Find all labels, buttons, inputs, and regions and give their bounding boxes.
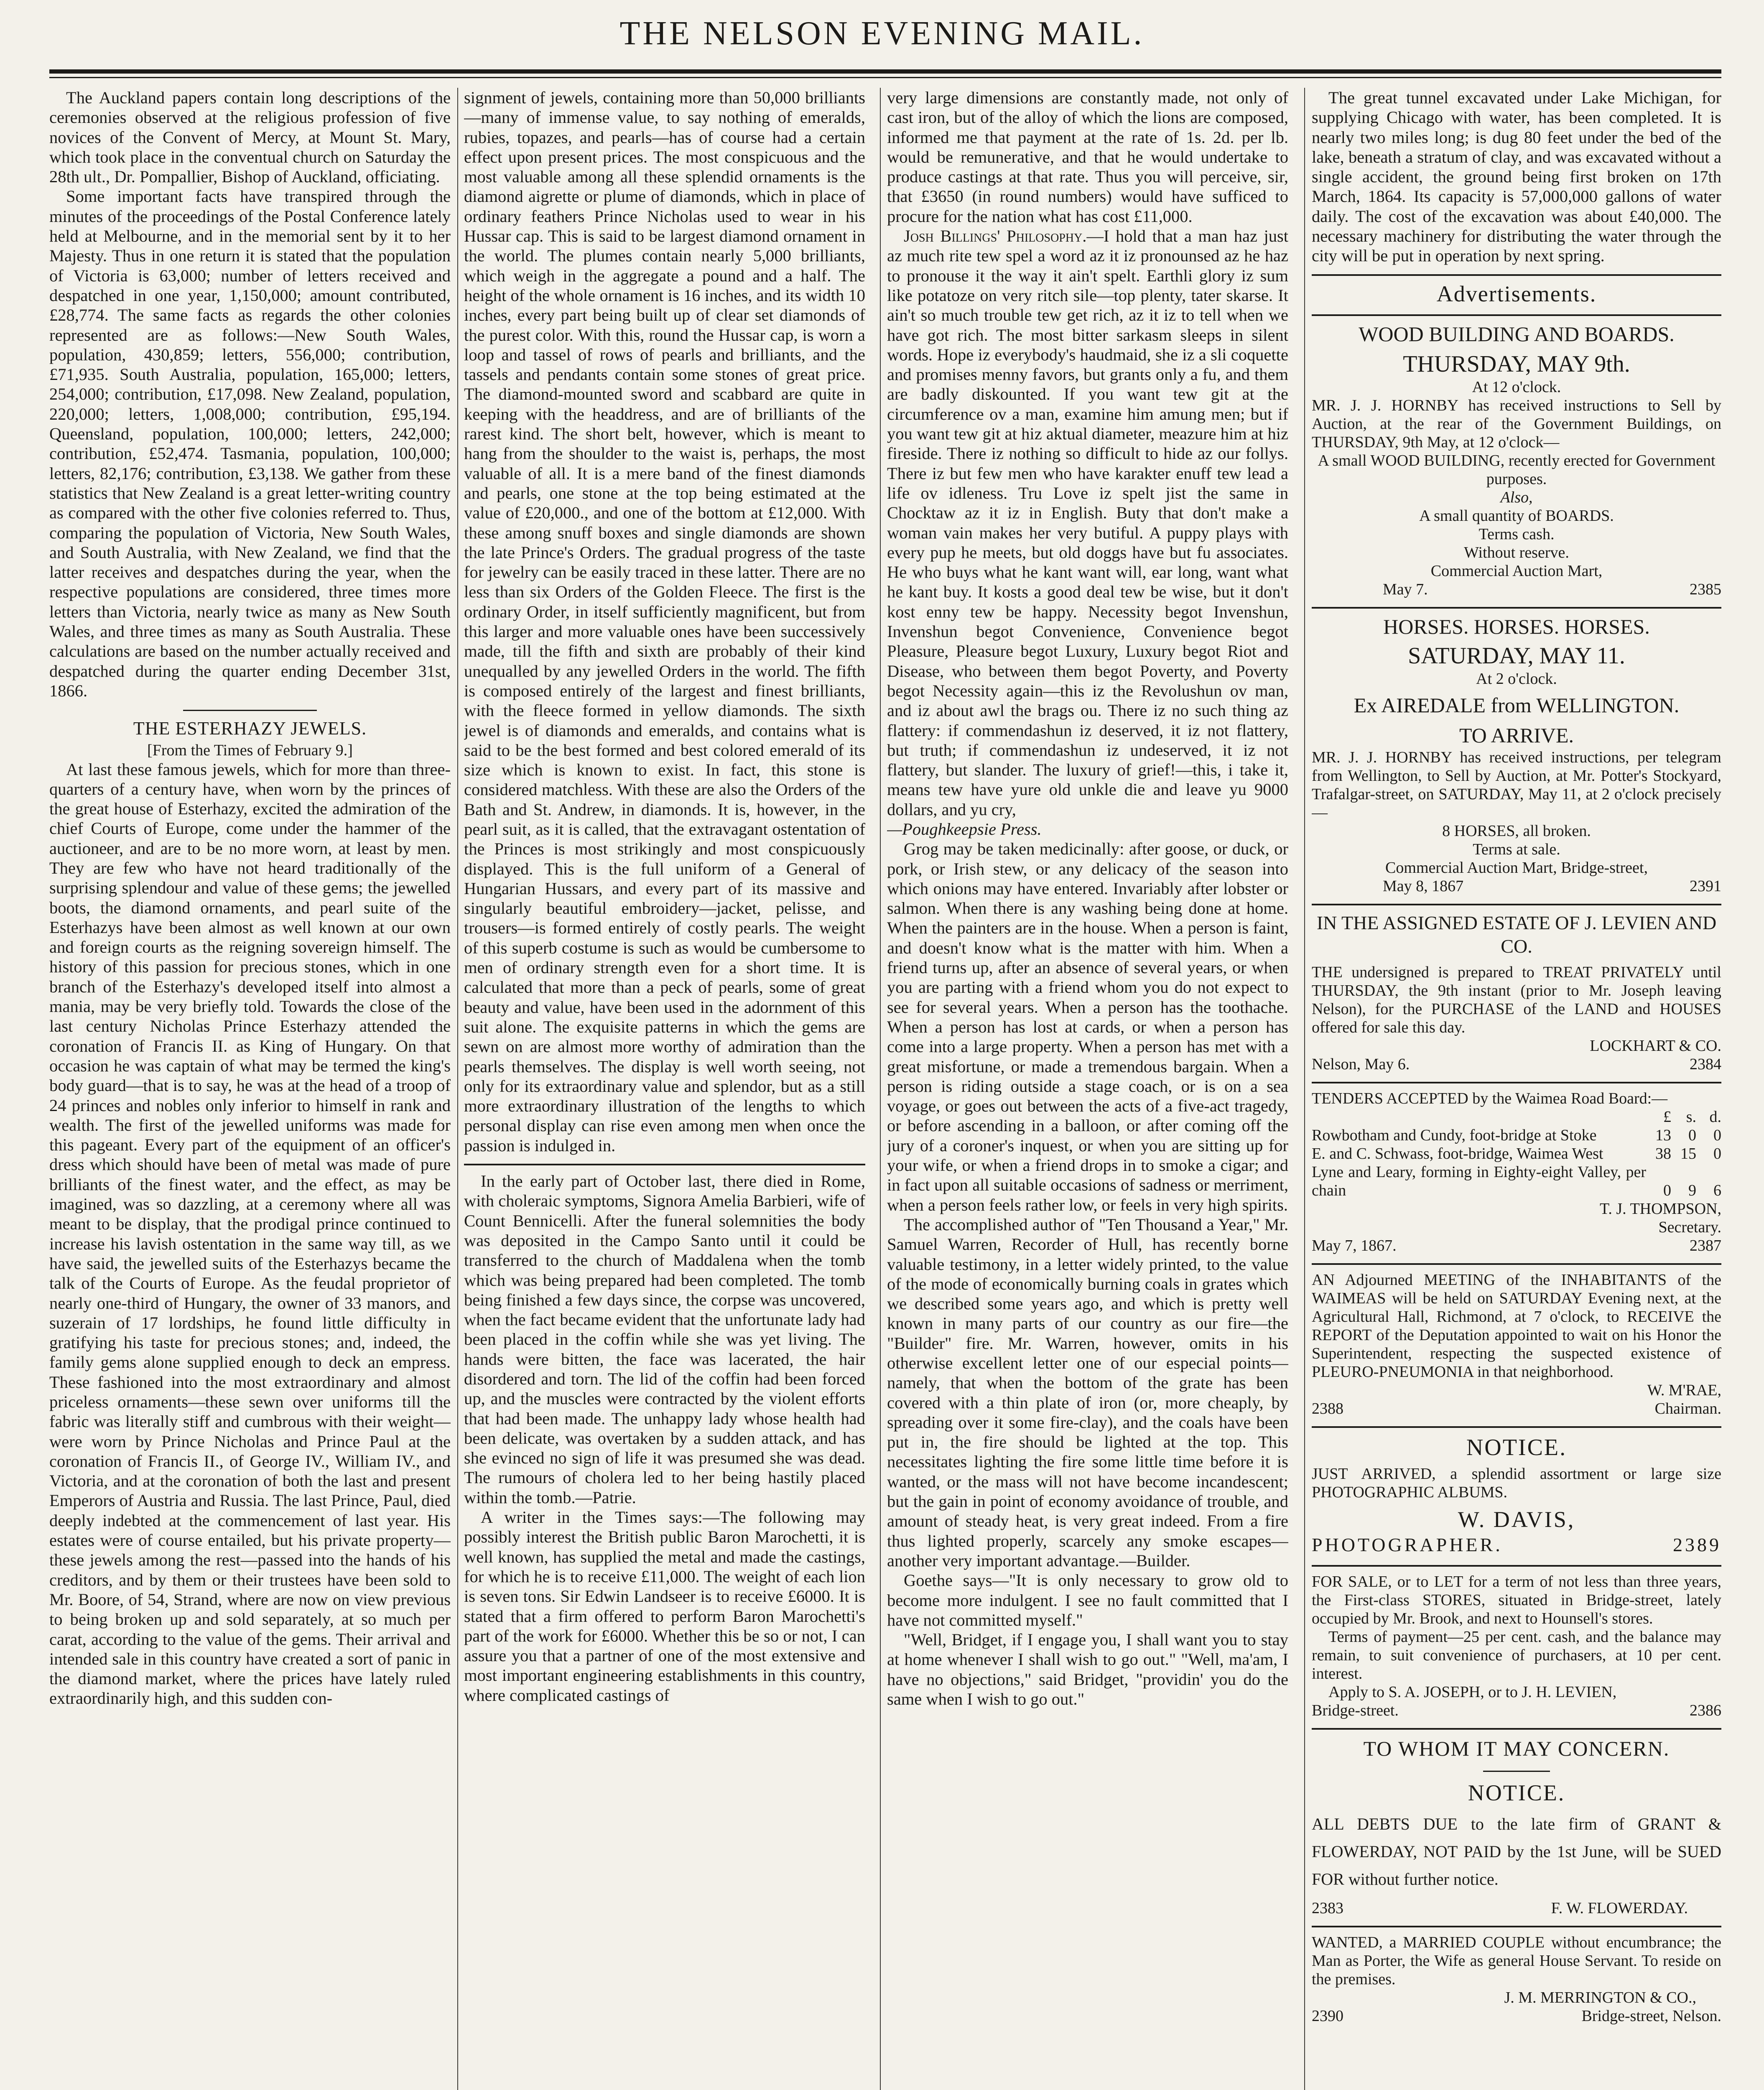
esterhazy-heading: THE ESTERHAZY JEWELS. — [133, 718, 367, 739]
ad-divider-short — [1483, 1771, 1550, 1772]
ad-role: Chairman. — [1654, 1399, 1721, 1417]
ad-terms: Terms of payment—25 per cent. cash, and the balance may remain, to suit convenience of purchasers, at 10 per cent. interest. — [1312, 1628, 1721, 1682]
ad-divider — [1312, 904, 1721, 905]
ad-ex: Ex AIREDALE from WELLINGTON. — [1354, 693, 1680, 717]
article-postal-conference: Some important facts have transpired through the minutes of the proceedings of the Postal Conference lately held at Melbourne, and in the memorial sent by it to her Majesty. Thus in one return it is stated that the population of Victoria is 63,000; number of letters received and despatched in one year, 1,150,000; amount contributed, £28,774. The same facts as regards the other colonies represented are as follows:—New South Wales, population, 430,859; letters, 556,000; contribution, £71,935. South Australia, population, 165,000; letters, 254,000; contribution, £17,098. New Zealand, population, 220,000; letters, 1,008,000; contribution, £95,194. Queensland, population, 100,000; letters, 242,000; contribution, £52,474. Tasmania, population, 100,000; letters, 82,176; contribution, £3,138. We gather from these statistics that New Zealand is a great letter-writing country as compared with the other five colonies referred to. Thus, comparing the population of Victoria, New South Wales, and South Australia, with New Zealand, we find that the latter receives and despatches during the year, when the respective populations are considered, three times more letters than Victoria, nearly twice as many as New South Wales, and three times as many as South Australia. These calculations are based on the number actually received and despatched during the quarter ending December 31st, 1866. — [49, 187, 451, 700]
tender-pounds: 13 — [1655, 1126, 1671, 1144]
article-grog: Grog may be taken medicinally: after goose, or duck, or pork, or Irish stew, or any delicacy of the season into which onions may have entered. Invariably after lobster or salmon. When there is any washing being done at home. When the painters are in the house. When a person is faint, and doesn't know what is the matter with him. When a friend turns up, after an absence of several years, or when you are parting with a friend whom you do not expect to see for several years. When a person has the toothache. When a person has lost at cards, or when a person has come into a large property. When a person has met with a great misfortune, or made a tremendous bargain. When a person is riding outside a stage coach, or is on a sea voyage, or goes out between the acts of a five-act tragedy, or before ascending in a balloon, or after coming off the jury of a coroner's inquest, or when you are sitting up for your wife, or when a friend drops in to smoke a cigar; and in fact upon all suitable occasions of sadness or merriment, when a person feels rather low, or feels in very high spirits. — [887, 839, 1288, 1214]
article-bridget: "Well, Bridget, if I engage you, I shall want you to stay at home whenever I shall wish to go out." "Well, ma'am, I have no objections," said Bridget, "providin' you do the same when I wish to go out." — [887, 1630, 1288, 1709]
ad-place: Nelson, May 6. — [1312, 1055, 1410, 1073]
ad-number: 2391 — [1690, 877, 1721, 895]
tender-pence: 0 — [1713, 1144, 1721, 1162]
ad-stores-for-sale — [1312, 1573, 1721, 1720]
ad-title: TO WHOM IT MAY CONCERN. — [1363, 1736, 1670, 1760]
ad-signature: W. M'RAE, — [1647, 1381, 1721, 1399]
ad-reserve: Without reserve. — [1464, 543, 1569, 561]
article-josh-billings — [887, 226, 1288, 819]
ad-number: 2384 — [1690, 1055, 1721, 1073]
ad-apply: Apply to S. A. JOSEPH, or to J. H. LEVIEN, — [1328, 1683, 1617, 1701]
ad-date: SATURDAY, MAY 11. — [1408, 642, 1625, 669]
ad-divider — [1312, 607, 1721, 609]
article-buried-alive: In the early part of October last, there died in Rome, with choleraic symptoms, Signora Amelia Barbieri, wife of Count Bennicelli. After the funeral solemnities the body was deposited in the Campo Santo until it could be transferred to the church of Maddalena when the tomb which was being prepared had been completed. The tomb being finished a few days since, the corpse was uncovered, when the fact became evident that the unfortunate lady had been placed in the coffin while she was yet living. The hands were bitten, the face was lacerated, the hair disordered and torn. The lid of the coffin had been forced up, and the muscles were contracted by the violent efforts that had been made. The unhappy lady whose health had been delicate, was overtaken by a sudden attack, and has she evinced no sign of life it was presumed she was dead. The rumours of cholera led to her being hastily placed within the tomb.—Patrie. — [464, 1172, 865, 1507]
ad-number: 2390 — [1312, 2007, 1343, 2025]
ad-married-couple-wanted — [1312, 1933, 1721, 2025]
article-esterhazy-continued: signment of jewels, containing more than 50,000 brilliants—many of immense value, to say nothing of emeralds, rubies, topazes, and pearls—has of course had a certain effect upon present prices. The most conspicuous and the most valuable among all these splendid ornaments is the diamond aigrette or plume of diamonds, which in place of ordinary feathers Prince Nicholas used to wear in his Hussar cap. This is said to be largest diamond ornament in the world. The plumes contain nearly 5,000 brilliants, which weigh in the aggregate a pound and a half. The height of the whole ornament is 16 inches, and its width 10 inches, every part being built up of clear set diamonds of the purest color. With this, round the Hussar cap, is worn a loop and tassel of rows of pearls and brilliants, and the tassels and pendants contain some stones of great price. The diamond-mounted sword and scabbard are quite in keeping with the headdress, and are of brilliants of the rarest kind. The short belt, however, which is meant to hang from the shoulder to the waist is, perhaps, the most valuable of all. It is a mere band of the finest diamonds and pearls, one stone at the top being estimated at the value of £20,000., and one of the bottom at £12,000. With these among snuff boxes and single diamonds are shown the late Prince's Orders. The gradual progress of the taste for jewelry can be easily traced in these latter. There are no less than six Orders of the Golden Fleece. The first is the ordinary Order, in itself sufficiently magnificent, but from this larger and more valuable ones have been successively made, till the fifth and sixth are probably of their kind unequalled by any jewelled Orders in the world. The fifth is composed entirely of the largest and finest brilliants, with the fleece formed in yellow diamonds. The sixth jewel is of diamonds and emeralds, and contains what is said to be the best formed and best colored emerald of its size which is known to exist. In fact, this stone is considered matchless. With these are also the Orders of the Bath and St. Andrew, in diamonds. It is, however, in the pearl suit, as it is called, that the extravagant ostentation of the Princes is most strikingly and most conspicuously displayed. This is the full uniform of a General of Hungarian Hussars, and every part of its massive and singularly beautiful embroidery—jacket, pelisse, and trousers—is formed entirely of costly pearls. The weight of this superb costume is such as would be cumbersome to men of ordinary strength even for a short time. It is calculated that more than a peck of pearls, some of great beauty and value, have been used in the adornment of this suit alone. The exquisite patterns in which the gems are sewn on are almost more worthy of admiration than the pearls themselves. The display is well worth seeing, not only for its extraordinary value and splendor, but as a still more extraordinary illustration of the lengths to which personal display can rise even among men when once the passion is indulged in. — [464, 88, 865, 1155]
ad-number: 2383 — [1312, 1899, 1343, 1917]
column-divider — [457, 88, 458, 2090]
article-chicago-tunnel: The great tunnel excavated under Lake Michigan, for supplying Chicago with water, has been completed. It is nearly two miles long; is dug 80 feet under the bed of the lake, beneath a stratum of clay, and was excavated without a single accident, the ground being first broken on 17th March, 1864. Its capacity is 57,000,000 gallons of water daily. The cost of the excavation was about £40,000. The necessary machinery for distributing the water through the city will be put in operation by next spring. — [1312, 88, 1721, 265]
ad-subtitle: NOTICE. — [1468, 1780, 1565, 1805]
ad-title: IN THE ASSIGNED ESTATE OF J. LEVIEN AND CO. — [1316, 912, 1717, 957]
ad-title: NOTICE. — [1466, 1434, 1567, 1460]
ad-divider — [1312, 1926, 1721, 1927]
billings-text: —I hold that a man haz just az much rite tew spel a word az it iz pronounsed az he haz to pronouse it the way it ain't spelt. Earthli glory iz sum like potatoze on very ritch sile—top plenty, tater skarse. It ain't so much trouble tew get rich, az it iz to tell when we have got rich. The most bitter sarkasm sleeps in silent words. Hope iz everybody's haudmaid, she iz a sli coquette and promises menny favors, but grants only a fu, and them are badly diskounted. If you want tew git at the circumference ov a man, examine him amung men; but if you want tew git at hiz aktual diameter, meazure him at hiz fireside. There iz nothing so difficult to hide az our follys. There iz but few men who have karakter enuff tew lead a life ov idleness. Tru Love iz spelt jist the same in Chocktaw az it iz in English. Buty that don't make a woman vain makes her very butiful. A puppy plays with every pup he meets, but old doggs have but fu associates. He who buys what he kant want will, ear long, want what he kant buy. It kosts a good deal tew be wise, but it don't kost enny tew be happy. Necessity begot Invenshun, Invenshun begot Convenience, Convenience begot Pleasure, Pleasure begot Luxury, Luxury begot Riot and Disease, who between them begot Poverty, and Poverty begot Necessity again—this iz the Revolushun ov man, and iz about awl the brags ou. There iz no such thing az flattery: if commendashun iz deserved, it iz not flattery, but truth; if commendashun iz undeserved, it iz not flattery, but slander. The luxury of grief!—this, i take it, means tew have yure old unkle die and leave yu 9000 dollars, and yu cry, — [887, 227, 1288, 819]
tender-pounds: 38 — [1655, 1144, 1671, 1162]
ad-signature: T. J. THOMPSON, — [1599, 1200, 1721, 1218]
currency-pence: d. — [1709, 1108, 1721, 1126]
article-convent-mercy: The Auckland papers contain long descriptions of the ceremonies observed at the religious profession of five novices of the Convent of Mercy, at Mount St. Mary, which took place in the conventual church on Saturday the 28th ult., Dr. Pompallier, Bishop of Auckland, officiating. — [49, 88, 451, 186]
tender-shillings: 15 — [1680, 1144, 1696, 1162]
ad-name: W. DAVIS, — [1458, 1506, 1575, 1532]
masthead-rule-thick — [49, 69, 1721, 74]
ad-also: Also, — [1500, 488, 1533, 506]
tenders-table — [1312, 1108, 1721, 1200]
column-2 — [464, 88, 865, 2090]
ad-item: A small WOOD BUILDING, recently erected for Government purposes. — [1318, 451, 1716, 488]
article-esterhazy-jewels: At last these famous jewels, which for more than three-quarters of a century have, when worn by the princes of the great house of Esterhazy, excited the admiration of the chief Courts of Europe, come under the hammer of the auctioneer, and are to be no more worn, at least by men. They are few who have not heard traditionally of the surprising splendour and value of these gems; the jewelled boots, the diamond ornaments, and pearl suite of the Esterhazys have been almost as well known at our own and foreign courts as the reigning sovereign himself. The history of this passion for precious stones, which in one branch of the Esterhazy's developed itself into almost a mania, may be very briefly told. Towards the close of the last century Nicholas Prince Esterhazy attended the coronation of Francis II. as King of Hungary. On that occasion he was captain of what may be termed the king's body guard—that is to say, he was at the head of a troop of 24 princes and nobles only inferior to himself in rank and wealth. The first of the jewelled uniforms was made for this pageant. Every part of the equipment of an officer's dress which should have been of metal was made of pure brilliants of the finest water, and the effect, as may be imagined, was so dazzling, at a ceremony where all was meant to be display, that the prodigal prince continued to increase his lavish ostentation in the same way till, as we have said, the jewelled suits of the Esterhazys became the talk of the Courts of Europe. As the feudal proprietor of nearly one-third of Hungary, the owner of 33 manors, and suzerain of 17 lordships, he found little difficulty in gratifying his taste for precious stones; and, indeed, the family gems alone supplied enough to deck an empress. These fashioned into the most extraordinary and almost priceless ornaments—these sewn over uniforms till the fabric was literally stiff and cumbrous with their weight—were worn by Prince Nicholas and Prince Paul at the coronation of Francis II., of George IV., William IV., and Victoria, and at the coronation of both the last and present Emperors of Austria and Russia. The last Prince, Paul, died deeply indebted at the commencement of last year. His estates were of course entailed, but his private property—these jewels among the rest—passed into the hands of his creditors, and by them or their trustees have been sold to Mr. Boore, of 54, Strand, where are now on view previous to being broken up and sold separately, at so much per carat, according to the value of the gems. Their arrival and intended sale in this country have created a sort of panic in the diamond market, where the prices have lately ruled extraordinarily high, and this sudden con- — [49, 760, 451, 1708]
table-row — [1312, 1163, 1721, 1200]
tenders-currency-row — [1312, 1108, 1721, 1126]
ad-terms: Terms at sale. — [1473, 840, 1560, 858]
ad-title: HORSES. HORSES. HORSES. — [1383, 614, 1650, 638]
esterhazy-source: [From the Times of February 9.] — [147, 741, 353, 759]
ad-flowerday-debts — [1312, 1736, 1721, 1917]
tender-text: Rowbotham and Cundy, foot-bridge at Stoke — [1312, 1126, 1597, 1144]
ad-role: Secretary. — [1658, 1218, 1721, 1236]
tender-text: E. and C. Schwass, foot-bridge, Waimea West — [1312, 1144, 1603, 1162]
billings-source: —Poughkeepsie Press. — [887, 819, 1042, 839]
ad-signature: J. M. MERRINGTON & CO., — [1504, 1988, 1696, 2006]
ad-number: 2387 — [1690, 1236, 1721, 1254]
ad-wood-building — [1312, 322, 1721, 599]
ad-body: THE undersigned is prepared to TREAT PRIVATELY until THURSDAY, the 9th instant (prior to Mr. Joseph leaving Nelson), for the PURCHASE of the LAND and HOUSES offered for sale this day. — [1312, 963, 1721, 1036]
ad-item: A small quantity of BOARDS. — [1419, 507, 1614, 525]
ad-divider — [1312, 1728, 1721, 1730]
ad-time: At 12 o'clock. — [1472, 378, 1561, 396]
article-divider — [464, 1164, 865, 1165]
ad-date: May 7, 1867. — [1312, 1236, 1397, 1254]
masthead-rule-thin — [49, 77, 1721, 78]
ad-divider — [1312, 1263, 1721, 1265]
article-divider — [183, 710, 317, 711]
ad-body: JUST ARRIVED, a splendid assortment or large size PHOTOGRAPHIC ALBUMS. — [1312, 1465, 1721, 1501]
column-1 — [49, 88, 451, 2090]
article-builder-fire: The accomplished author of "Ten Thousand a Year," Mr. Samuel Warren, Recorder of Hull, has recently borne valuable testimony, in a letter widely printed, to the value of the mode of economically burning coals in grates which we described some years ago, and which is pretty well known in many parts of our country as our fire—the "Builder" fire. Mr. Warren, however, omits in his otherwise excellent letter one of our especial points—namely, that when the bottom of the grate has been covered with a thin plate of iron (or, more cheaply, by spreading over it some fire-clay), and the coals have been put in, the fire should be lighted at the top. This necessitates lighting the fire some little time before it is wanted, or the mass will not have become incandescent; but the gain in point of economy avoidance of trouble, and amount of steady heat, is very great indeed. From a fire thus lighted properly, scarcely any smoke escapes—another very important advantage.—Builder. — [887, 1215, 1288, 1570]
ad-trade: PHOTOGRAPHER. — [1312, 1534, 1503, 1555]
ad-body: AN Adjourned MEETING of the INHABITANTS of the WAIMEAS will be held on SATURDAY Evening next, at the Agricultural Hall, Richmond, at 7 o'clock, to RECEIVE the REPORT of the Deputation appointed to wait on his Honor the Superintendent, respecting the suspected existence of PLEURO-PNEUMONIA in that neighborhood. — [1312, 1271, 1721, 1381]
ad-waimea-meeting — [1312, 1271, 1721, 1418]
table-row — [1312, 1126, 1721, 1144]
ad-body: ALL DEBTS DUE to the late firm of GRANT & FLOWERDAY, NOT PAID by the 1st June, will be SUED FOR without further notice. — [1312, 1814, 1721, 1889]
ad-levien-estate — [1312, 911, 1721, 1073]
ad-arrive: TO ARRIVE. — [1459, 723, 1574, 747]
ad-place: Bridge-street, Nelson. — [1581, 2007, 1721, 2025]
masthead: THE NELSON EVENING MAIL. — [619, 15, 1145, 52]
table-row — [1312, 1144, 1721, 1163]
ad-terms: Terms cash. — [1478, 525, 1555, 543]
ad-number: 2385 — [1690, 580, 1721, 598]
column-divider — [1304, 88, 1305, 2090]
tender-text: Lyne and Leary, forming in Eighty-eight Valley, per chain — [1312, 1163, 1646, 1199]
currency-pounds: £ — [1663, 1108, 1671, 1126]
ad-number: 2388 — [1312, 1399, 1343, 1417]
ad-divider — [1312, 1426, 1721, 1428]
ad-mart-date: May 8, 1867 — [1383, 877, 1464, 895]
advertisements-heading: Advertisements. — [1436, 281, 1597, 306]
ad-date: THURSDAY, MAY 9th. — [1403, 351, 1630, 377]
tender-shillings: 9 — [1688, 1181, 1696, 1199]
ad-signature: F. W. FLOWERDAY. — [1551, 1899, 1688, 1917]
ad-mart-date: May 7. — [1383, 580, 1428, 598]
ad-body: WANTED, a MARRIED COUPLE without encumbrance; the Man as Porter, the Wife as general House Servant. To reside on the premises. — [1312, 1933, 1721, 1988]
section-divider — [1312, 314, 1721, 316]
ad-divider — [1312, 1565, 1721, 1567]
article-landseer-lions: A writer in the Times says:—The following may possibly interest the British public Baron Marochetti, it is well known, has supplied the metal and made the castings, for which he is to receive £11,000. The weight of each lion is seven tons. Sir Edwin Landseer is to receive £6000. It is stated that a firm offered to perform Baron Marochetti's part of the work for £6000. Whether this be so or not, I can assure you that a partner of one of the most extensive and most important engineering establishments in this country, where complicated castings of — [464, 1508, 865, 1705]
ad-mart: Commercial Auction Mart, — [1430, 562, 1603, 580]
ad-divider — [1312, 1082, 1721, 1083]
column-divider — [880, 88, 881, 2090]
section-divider — [1312, 274, 1721, 276]
ad-time: At 2 o'clock. — [1476, 670, 1557, 688]
tender-pounds: 0 — [1663, 1181, 1671, 1199]
article-lions-continued: very large dimensions are constantly made, not only of cast iron, but of the alloy of which the lions are composed, informed me that payment at the rate of 1s. 2d. per lb. would be remunerative, and that he would undertake to produce castings at that rate. Thus you will perceive, sir, that £3650 (in round numbers) would have sufficed to procure for the nation what has cost £11,000. — [887, 88, 1288, 226]
column-3 — [887, 88, 1288, 2090]
currency-shillings: s. — [1686, 1108, 1696, 1126]
ad-body: MR. J. J. HORNBY has received instructions, per telegram from Wellington, to Sell by Auction, at Mr. Potter's Stockyard, Trafalgar-street, on SATURDAY, May 11, at 2 o'clock precisely— — [1312, 748, 1721, 821]
ad-signature: LOCKHART & CO. — [1590, 1037, 1721, 1055]
ad-number: 2389 — [1673, 1534, 1721, 1555]
ad-body: FOR SALE, or to LET for a term of not less than three years, the First-class STORES, situated in Bridge-street, lately occupied by Mr. Brook, and next to Hounsell's stores. — [1312, 1573, 1721, 1627]
ad-body: MR. J. J. HORNBY has received instructions to Sell by Auction, at the rear of the Government Buildings, on THURSDAY, 9th May, at 12 o'clock— — [1312, 396, 1721, 451]
tender-pence: 0 — [1713, 1126, 1721, 1144]
tender-shillings: 0 — [1688, 1126, 1696, 1144]
ad-number: 2386 — [1690, 1701, 1721, 1719]
ad-item: 8 HORSES, all broken. — [1442, 822, 1591, 840]
billings-title: Josh Billings' Philosophy. — [904, 227, 1087, 246]
tender-pence: 6 — [1713, 1181, 1721, 1199]
ad-title: WOOD BUILDING AND BOARDS. — [1359, 322, 1675, 346]
ad-street: Bridge-street. — [1312, 1701, 1399, 1719]
ad-mart: Commercial Auction Mart, Bridge-street, — [1385, 859, 1648, 877]
ad-photographic-albums — [1312, 1434, 1721, 1557]
ad-horses — [1312, 614, 1721, 895]
article-goethe: Goethe says—"It is only necessary to grow old to become more indulgent. I see no fault committed that I have not committed myself." — [887, 1571, 1288, 1629]
ad-tenders — [1312, 1089, 1721, 1255]
ad-title: TENDERS ACCEPTED by the Waimea Road Board:— — [1312, 1089, 1668, 1107]
column-4 — [1312, 88, 1721, 2090]
